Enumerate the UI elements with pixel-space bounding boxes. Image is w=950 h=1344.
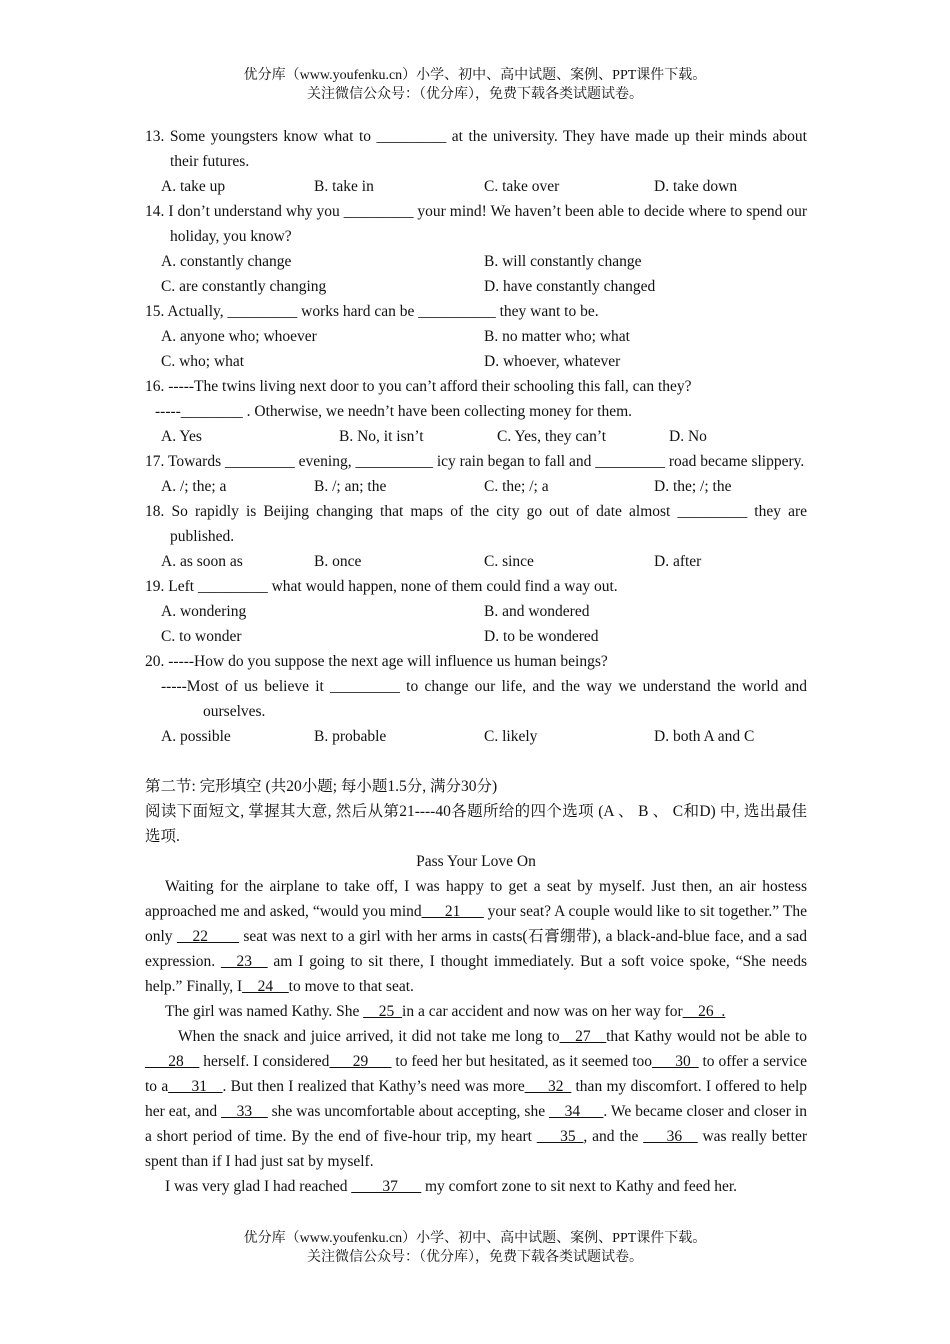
option-d: D. whoever, whatever bbox=[484, 353, 621, 370]
exam-content bbox=[145, 124, 807, 1199]
option-c: C. Yes, they can’t bbox=[497, 428, 607, 445]
passage-text: herself. I considered bbox=[199, 1053, 330, 1070]
blank-34: __34___ bbox=[549, 1103, 604, 1120]
question-20-reply: -----Most of us believe it _________ to change our life, and the way we understand the world and ourselves. bbox=[161, 678, 807, 720]
question-17-options bbox=[145, 474, 807, 499]
option-c: C. likely bbox=[484, 728, 538, 745]
option-d: D. the; /; the bbox=[654, 478, 732, 495]
question-13-options bbox=[145, 174, 807, 199]
passage-text: seat was next to a girl with her arms in casts(石膏绷带), a black-and-blue face, and a sad expression. bbox=[145, 928, 807, 970]
passage-text: to move to that seat. bbox=[288, 978, 414, 995]
blank-31: ___31__ bbox=[168, 1078, 223, 1095]
passage-text: . We became closer and closer in a short period of time. By the end of five-hour trip, my heart bbox=[145, 1103, 807, 1145]
option-c: C. the; /; a bbox=[484, 478, 549, 495]
passage-text: she was uncomfortable about accepting, she bbox=[267, 1103, 550, 1120]
passage-text: your seat? A couple would like to sit together.” The only bbox=[145, 903, 807, 945]
option-a: A. take up bbox=[161, 178, 226, 195]
passage-paragraph-1 bbox=[145, 874, 807, 999]
question-16-options bbox=[145, 424, 807, 449]
option-c: C. who; what bbox=[161, 353, 245, 370]
blank-23: __23__ bbox=[221, 953, 268, 970]
question-14-stem: 14. I don’t understand why you _________ your mind! We haven’t been able to decide where to spend our holiday, you know? bbox=[145, 203, 807, 245]
question-18-stem: 18. So rapidly is Beijing changing that maps of the city go out of date almost _________ they are published. bbox=[145, 503, 807, 545]
passage-text: in a car accident and now was on her way for bbox=[402, 1003, 683, 1020]
question-14-options-cd bbox=[145, 274, 807, 299]
blank-32: ___32_ bbox=[524, 1078, 572, 1095]
option-d: D. No bbox=[669, 428, 707, 445]
page-footer bbox=[0, 1229, 950, 1267]
option-a: A. anyone who; whoever bbox=[161, 328, 317, 345]
blank-27: __27__ bbox=[559, 1028, 607, 1045]
question-14-options-ab bbox=[145, 249, 807, 274]
blank-21: ___21___ bbox=[421, 903, 484, 920]
blank-33: __33__ bbox=[221, 1103, 268, 1120]
passage-paragraph-3 bbox=[145, 1024, 807, 1174]
passage-title: Pass Your Love On bbox=[416, 853, 536, 870]
option-d: D. after bbox=[654, 553, 702, 570]
option-b: B. /; an; the bbox=[314, 478, 387, 495]
blank-26: __26_. bbox=[682, 1003, 726, 1020]
option-b: B. and wondered bbox=[484, 603, 590, 620]
header-line-1: 优分库（www.youfenku.cn）小学、初中、高中试题、案例、PPT课件下载。 bbox=[243, 68, 707, 83]
blank-35: ___35_ bbox=[536, 1128, 584, 1145]
question-15-stem: 15. Actually, _________ works hard can be __________ they want to be. bbox=[145, 303, 599, 320]
option-a: A. as soon as bbox=[161, 553, 243, 570]
option-b: B. No, it isn’t bbox=[339, 428, 424, 445]
question-19-stem: 19. Left _________ what would happen, none of them could find a way out. bbox=[145, 578, 618, 595]
option-a: A. Yes bbox=[161, 428, 202, 445]
question-15-options-ab bbox=[145, 324, 807, 349]
option-b: B. no matter who; what bbox=[484, 328, 630, 345]
question-20-options bbox=[145, 724, 807, 749]
footer-line-2: 关注微信公众号：（优分库），免费下载各类试题试卷。 bbox=[307, 1250, 643, 1265]
blank-22: __22____ bbox=[176, 928, 239, 945]
option-b: B. will constantly change bbox=[484, 253, 642, 270]
passage-text: that Kathy would not be able to bbox=[606, 1028, 807, 1045]
question-19-options-cd bbox=[145, 624, 807, 649]
option-c: C. take over bbox=[484, 178, 560, 195]
blank-29: ___29___ bbox=[329, 1053, 392, 1070]
passage-text: to offer a service to a bbox=[145, 1053, 807, 1095]
option-a: A. wondering bbox=[161, 603, 247, 620]
blank-24: __24__ bbox=[242, 978, 289, 995]
option-a: A. constantly change bbox=[161, 253, 292, 270]
option-d: D. have constantly changed bbox=[484, 278, 656, 295]
passage-text: I was very glad I had reached bbox=[165, 1178, 352, 1195]
passage-text: than my discomfort. I offered to help her eat, and bbox=[145, 1078, 808, 1120]
option-d: D. both A and C bbox=[654, 728, 755, 745]
option-d: D. to be wondered bbox=[484, 628, 599, 645]
passage-paragraph-2 bbox=[145, 999, 807, 1024]
question-18-options bbox=[145, 549, 807, 574]
passage-text: When the snack and juice arrived, it did not take me long to bbox=[178, 1028, 560, 1045]
option-b: B. take in bbox=[314, 178, 374, 195]
option-a: A. possible bbox=[161, 728, 231, 745]
passage-text: The girl was named Kathy. She bbox=[165, 1003, 364, 1020]
question-15-options-cd bbox=[145, 349, 807, 374]
option-d: D. take down bbox=[654, 178, 738, 195]
question-17-stem: 17. Towards _________ evening, __________ icy rain began to fall and _________ road became slippery. bbox=[145, 453, 805, 470]
question-13-stem: 13. Some youngsters know what to _________ at the university. They have made up their minds about their futures. bbox=[145, 128, 807, 170]
header-line-2: 关注微信公众号：（优分库），免费下载各类试题试卷。 bbox=[307, 87, 643, 102]
passage-paragraph-4 bbox=[145, 1174, 807, 1199]
passage-text: my comfort zone to sit next to Kathy and feed her. bbox=[421, 1178, 738, 1195]
question-20-stem: 20. -----How do you suppose the next age will influence us human beings? bbox=[145, 653, 608, 670]
section-2-instruction: 阅读下面短文, 掌握其大意, 然后从第21----40各题所给的四个选项 (A 、 B 、 C和D) 中, 选出最佳选项. bbox=[145, 803, 807, 845]
option-c: C. are constantly changing bbox=[161, 278, 327, 295]
section-2-heading: 第二节: 完形填空 (共20小题; 每小题1.5分, 满分30分) bbox=[145, 778, 498, 795]
option-c: C. to wonder bbox=[161, 628, 242, 645]
option-c: C. since bbox=[484, 553, 534, 570]
blank-25: __25_ bbox=[363, 1003, 403, 1020]
page-header bbox=[0, 66, 950, 104]
footer-line-1: 优分库（www.youfenku.cn）小学、初中、高中试题、案例、PPT课件下载。 bbox=[243, 1231, 707, 1246]
blank-30: ___30_ bbox=[652, 1053, 699, 1070]
question-16-stem: 16. -----The twins living next door to you can’t afford their schooling this fall, can they? bbox=[145, 378, 692, 395]
blank-37: ____37___ bbox=[351, 1178, 422, 1195]
blank-28: ___28__ bbox=[145, 1053, 200, 1070]
passage-text: am I going to sit there, I thought immediately. But a soft voice spoke, “She needs help.” Finally, I bbox=[145, 953, 807, 995]
passage-text: . But then I realized that Kathy’s need was more bbox=[222, 1078, 525, 1095]
question-16-reply: -----________ . Otherwise, we needn’t have been collecting money for them. bbox=[155, 403, 633, 420]
option-b: B. once bbox=[314, 553, 362, 570]
passage-text: was really better spent than if I had just sat by myself. bbox=[145, 1128, 807, 1170]
blank-36: ___36__ bbox=[643, 1128, 698, 1145]
passage-text: to feed her but hesitated, as it seemed too bbox=[391, 1053, 653, 1070]
option-b: B. probable bbox=[314, 728, 387, 745]
passage-text: Waiting for the airplane to take off, I was happy to get a seat by myself. Just then, an air hostess approached me and asked, “would you mind bbox=[145, 878, 807, 920]
option-a: A. /; the; a bbox=[161, 478, 227, 495]
question-19-options-ab bbox=[145, 599, 807, 624]
passage-text: , and the bbox=[583, 1128, 644, 1145]
